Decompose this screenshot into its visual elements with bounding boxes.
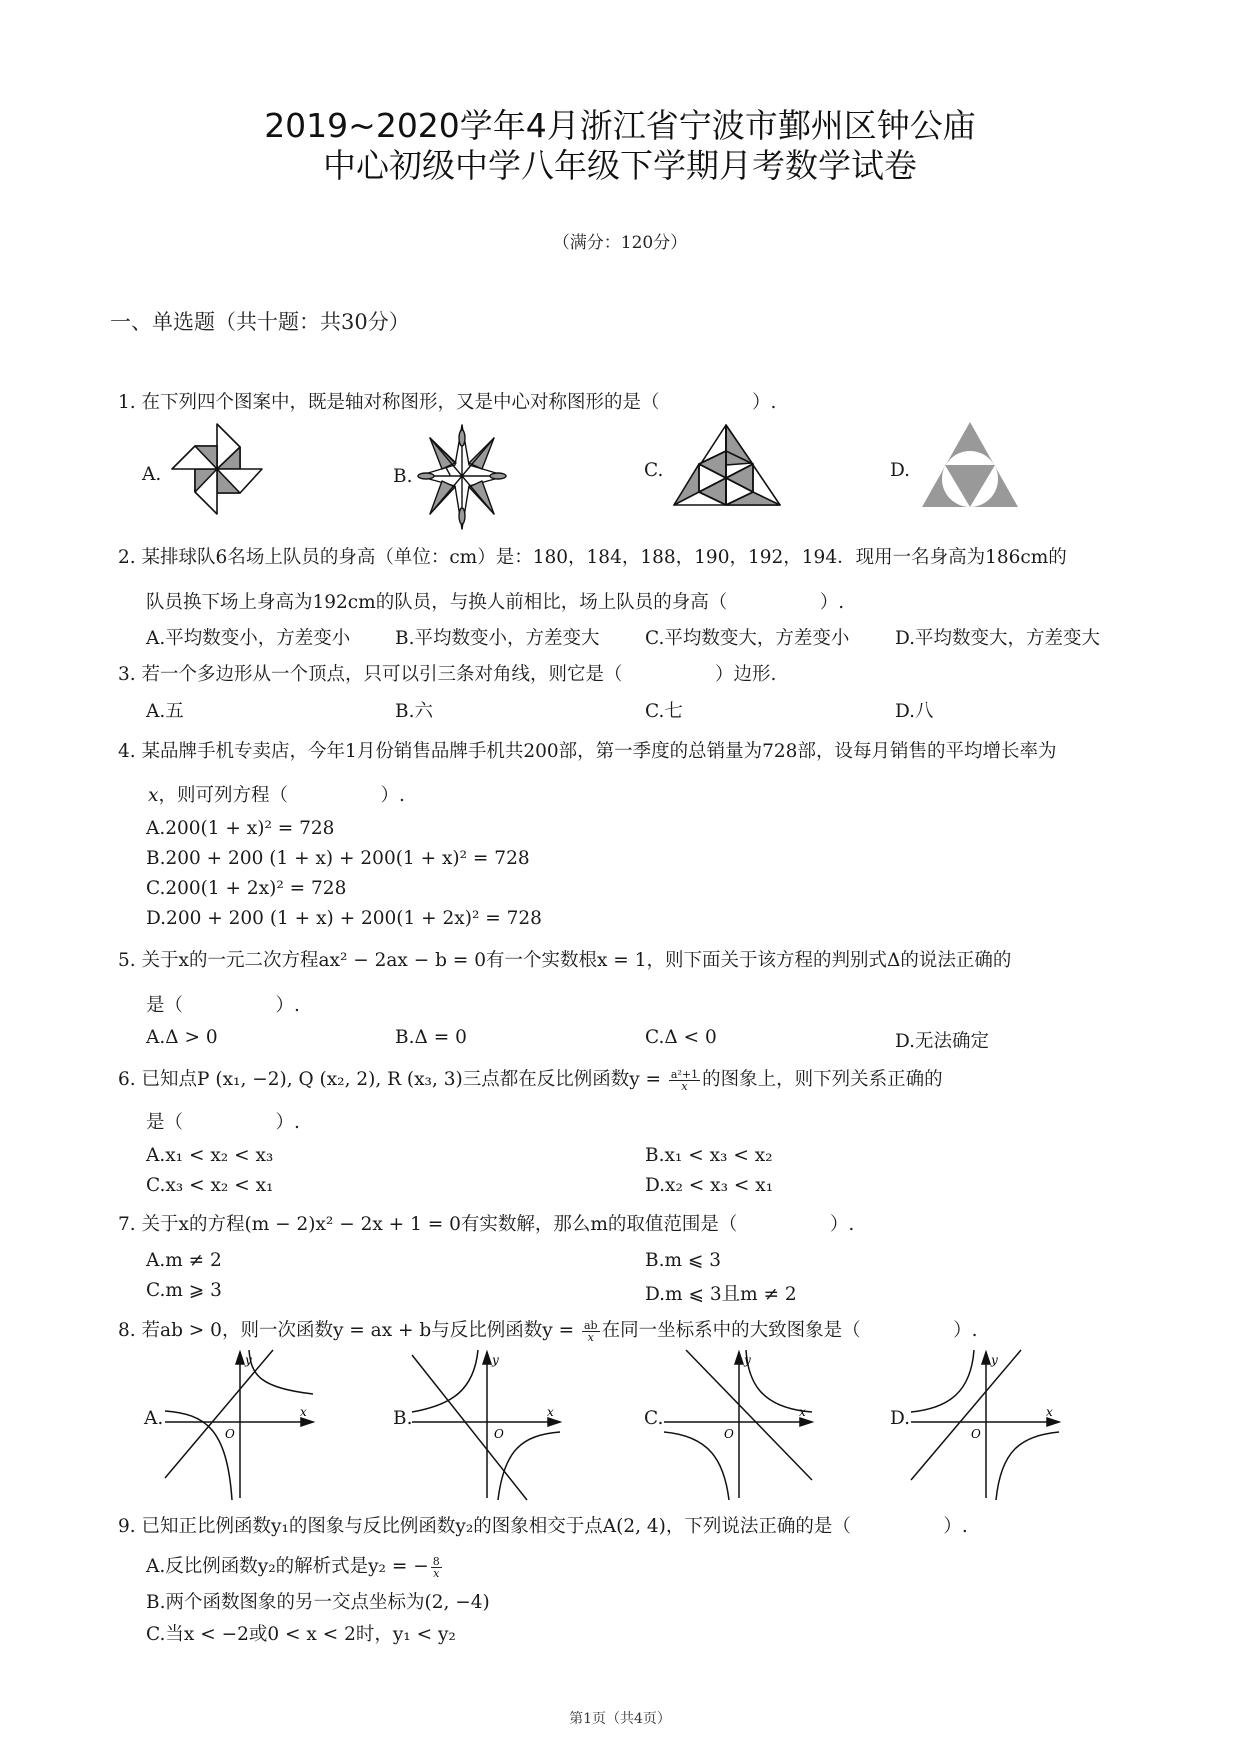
question-2-line2: 队员换下场上身高为192cm的队员，与换人前相比，场上队员的身高（ ）. <box>146 592 845 613</box>
q3-option-d: D.八 <box>895 701 934 722</box>
q9-option-b: B.两个函数图象的另一交点坐标为(2, −4) <box>146 1592 490 1613</box>
question-1 <box>118 388 776 414</box>
question-3 <box>118 660 776 686</box>
variable-x: x <box>148 785 159 806</box>
question-5-line2: 是（ ）. <box>146 995 300 1016</box>
q7-option-d: D.m ⩽ 3且m ≠ 2 <box>645 1284 797 1305</box>
question-2 <box>118 543 1067 569</box>
question-stem: 已知点P (x₁, −2), Q (x₂, 2), R (x₃, 3)三点都在反比例函数y = <box>141 1069 667 1090</box>
pinwheel-figure-icon <box>165 421 275 521</box>
q5-option-b: B.Δ = 0 <box>395 1027 467 1048</box>
question-number: 9. <box>118 1516 136 1537</box>
fraction: $\frac{\text{a²+1}}{x}$ <box>670 1067 699 1093</box>
q1-label-a: A. <box>142 464 162 485</box>
svg-text:x: x <box>799 1405 806 1419</box>
q1-label-c: C. <box>644 460 664 481</box>
question-number: 2. <box>118 547 136 568</box>
fraction: $\frac{ab}{x}$ <box>583 1318 598 1344</box>
q6-option-d: D.x₂ < x₃ < x₁ <box>645 1175 774 1196</box>
question-stem: 若ab > 0，则一次函数y = ax + b与反比例函数y = <box>141 1320 580 1341</box>
question-stem: 某品牌手机专卖店，今年1月份销售品牌手机共200部，第一季度的总销量为728部，设每月销售的平均增长率为 <box>141 741 1057 762</box>
question-6: 6. 已知点P (x₁, −2), Q (x₂, 2), R (x₃, 3)三点都在反比例函数y = $\frac{\text{a²+1}}{x}$ 的图象上，则下列关系正确的 <box>118 1067 943 1093</box>
graph-c-icon <box>664 1350 814 1500</box>
question-7 <box>118 1210 854 1236</box>
section-title: 一、单选题（共十题：共30分） <box>110 310 410 334</box>
svg-text:O: O <box>971 1427 981 1441</box>
question-6-line2: 是（ ）. <box>146 1112 300 1133</box>
question-stem: 若一个多边形从一个顶点，只可以引三条对角线，则它是（ ）边形. <box>141 664 777 685</box>
svg-text:O: O <box>724 1427 734 1441</box>
graph-d-icon <box>911 1350 1061 1500</box>
q6-option-a: A.x₁ < x₂ < x₃ <box>146 1145 274 1166</box>
subdivided-triangle-figure-icon <box>672 423 782 508</box>
svg-text:O: O <box>225 1427 235 1441</box>
question-number: 7. <box>118 1214 136 1235</box>
graph-b-icon <box>412 1350 562 1500</box>
q8-label-c: C. <box>644 1408 664 1429</box>
fraction: $\frac{8}{x}$ <box>432 1554 440 1580</box>
q2-option-d: D.平均数变大，方差变大 <box>895 628 1101 649</box>
question-number: 4. <box>118 741 136 762</box>
q6-option-c: C.x₃ < x₂ < x₁ <box>146 1175 274 1196</box>
q9-option-c: C.当x < −2或0 < x < 2时，y₁ < y₂ <box>146 1624 456 1645</box>
q4-option-d: D.200 + 200 (1 + x) + 200(1 + 2x)² = 728 <box>146 908 542 929</box>
q2-option-a: A.平均数变小，方差变小 <box>146 628 351 649</box>
q8-label-b: B. <box>393 1408 413 1429</box>
q4-option-a: A.200(1 + x)² = 728 <box>146 818 335 839</box>
svg-text:x: x <box>547 1405 554 1419</box>
question-stem: 已知正比例函数y₁的图象与反比例函数y₂的图象相交于点A(2, 4)，下列说法正确的是（ ）. <box>141 1516 968 1537</box>
q3-option-b: B.六 <box>395 701 433 722</box>
question-4 <box>118 737 1056 763</box>
question-9 <box>118 1512 968 1538</box>
q4-option-b: B.200 + 200 (1 + x) + 200(1 + x)² = 728 <box>146 848 530 869</box>
q5-option-d: D.无法确定 <box>895 1031 990 1052</box>
question-stem: 关于x的一元二次方程ax² − 2ax − b = 0有一个实数根x = 1，则下面关于该方程的判别式Δ的说法正确的 <box>141 950 1012 971</box>
question-stem: 关于x的方程(m − 2)x² − 2x + 1 = 0有实数解，那么m的取值范围是（ ）. <box>141 1214 855 1235</box>
question-5 <box>118 946 1011 972</box>
q6-option-b: B.x₁ < x₃ < x₂ <box>645 1145 773 1166</box>
svg-text:x: x <box>1046 1405 1053 1419</box>
triangle-with-inscribed-circle-figure-icon <box>920 420 1020 510</box>
q1-label-b: B. <box>393 466 413 487</box>
q8-label-d: D. <box>890 1408 911 1429</box>
eight-point-star-figure-icon <box>412 423 512 533</box>
q5-option-a: A.Δ > 0 <box>146 1027 218 1048</box>
question-stem: 某排球队6名场上队员的身高（单位：cm）是：180，184，188，190，192，194．现用一名身高为186cm的 <box>141 547 1067 568</box>
q8-label-a: A. <box>144 1408 164 1429</box>
question-number: 5. <box>118 950 136 971</box>
question-number: 8. <box>118 1320 136 1341</box>
q9-option-a: A.反比例函数y₂的解析式是y₂ = − $\frac{8}{x}$ <box>146 1554 440 1580</box>
full-score: （满分：120分） <box>552 233 688 253</box>
q2-option-b: B.平均数变小，方差变大 <box>395 628 600 649</box>
q3-option-c: C.七 <box>645 701 683 722</box>
q7-option-c: C.m ⩾ 3 <box>146 1280 222 1301</box>
svg-text:x: x <box>300 1405 307 1419</box>
question-stem: 在下列四个图案中，既是轴对称图形，又是中心对称图形的是（ ）. <box>141 392 777 413</box>
svg-text:y: y <box>991 1353 998 1367</box>
q7-option-b: B.m ⩽ 3 <box>645 1250 722 1271</box>
question-number: 1. <box>118 392 136 413</box>
exam-title-line1: 2019~2020学年4月浙江省宁波市鄞州区钟公庙 <box>264 106 976 145</box>
question-number: 6. <box>118 1069 136 1090</box>
graph-a-icon <box>165 1350 315 1500</box>
svg-text:y: y <box>492 1353 499 1367</box>
question-4-line2: x，则可列方程（ ）. <box>148 785 405 806</box>
question-number: 3. <box>118 664 136 685</box>
q5-option-c: C.Δ < 0 <box>645 1027 717 1048</box>
exam-title-line2: 中心初级中学八年级下学期月考数学试卷 <box>323 146 917 185</box>
q1-label-d: D. <box>890 460 911 481</box>
svg-text:y: y <box>744 1353 751 1367</box>
question-8: 8. 若ab > 0，则一次函数y = ax + b与反比例函数y = $\frac{ab}{x}$ 在同一坐标系中的大致图象是（ ）. <box>118 1318 978 1344</box>
q4-option-c: C.200(1 + 2x)² = 728 <box>146 878 347 899</box>
q3-option-a: A.五 <box>146 701 184 722</box>
page-number: 第1页（共4页） <box>569 1711 671 1727</box>
q2-option-c: C.平均数变大，方差变小 <box>645 628 850 649</box>
q7-option-a: A.m ≠ 2 <box>146 1250 222 1271</box>
svg-text:y: y <box>245 1353 252 1367</box>
svg-text:O: O <box>494 1427 504 1441</box>
